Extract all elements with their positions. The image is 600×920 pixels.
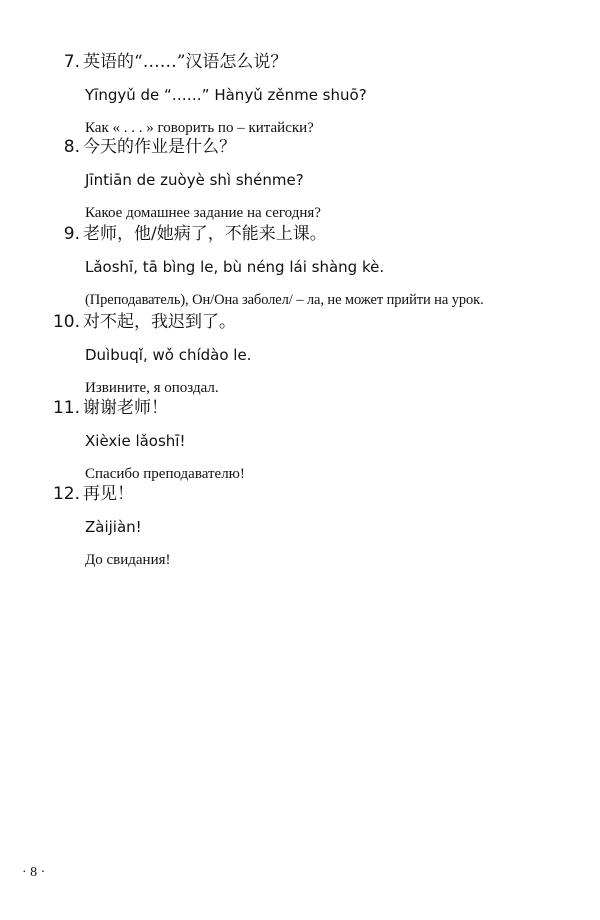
- chinese-sentence: 英语的“……”汉语怎么说？: [83, 52, 288, 72]
- pinyin-transcription: Duìbuqǐ, wǒ chídào le.: [85, 346, 252, 364]
- russian-translation: Как « . . . » говорить по – китайски?: [85, 120, 314, 136]
- entry-number: 9.: [63, 224, 80, 244]
- entry-number: 8.: [63, 137, 80, 157]
- entry-number: 11.: [52, 398, 80, 418]
- chinese-sentence: 今天的作业是什么？: [83, 137, 236, 157]
- chinese-sentence: 再见！: [83, 484, 134, 504]
- entry-number: 7.: [63, 52, 80, 72]
- chinese-sentence: 对不起，我迟到了。: [83, 312, 236, 332]
- chinese-sentence: 老师，他/她病了，不能来上课。: [83, 224, 327, 244]
- entry-number: 10.: [52, 312, 80, 332]
- pinyin-transcription: Lǎoshī, tā bìng le, bù néng lái shàng kè.: [85, 258, 385, 276]
- russian-translation: Спасибо преподавателю!: [85, 466, 245, 482]
- pinyin-transcription: Jīntiān de zuòyè shì shénme?: [85, 171, 304, 189]
- russian-translation: Извините, я опоздал.: [85, 380, 219, 396]
- page-number: · 8 ·: [22, 865, 46, 880]
- pinyin-transcription: Xièxie lǎoshī!: [85, 432, 186, 450]
- chinese-sentence: 谢谢老师！: [83, 398, 168, 418]
- russian-translation: До свидания!: [85, 552, 171, 568]
- russian-translation: (Преподаватель), Он/Она заболел/ – ла, не может прийти на урок.: [85, 292, 484, 308]
- entry-number: 12.: [52, 484, 80, 504]
- russian-translation: Какое домашнее задание на сегодня?: [85, 205, 321, 221]
- pinyin-transcription: Yīngyǔ de “……” Hànyǔ zěnme shuō?: [85, 86, 367, 104]
- pinyin-transcription: Zàijiàn!: [85, 518, 142, 536]
